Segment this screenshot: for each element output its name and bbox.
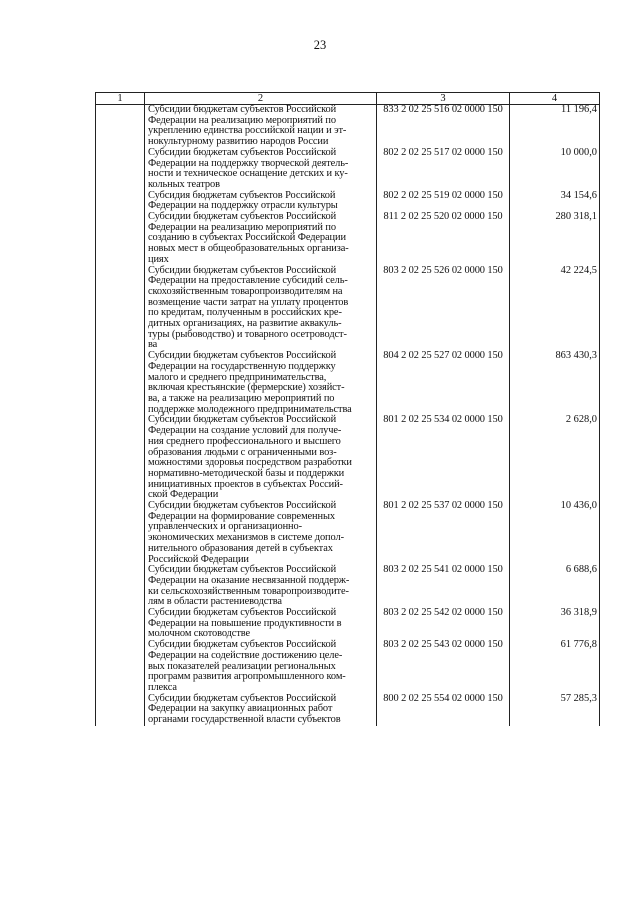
- page-number: 23: [313, 38, 327, 52]
- empty-cell: [96, 640, 145, 694]
- row-code: 811 2 02 25 520 02 0000 150: [377, 212, 510, 266]
- empty-cell: [96, 351, 145, 415]
- table-row: [96, 105, 600, 148]
- row-description: Субсидии бюджетам субъектов Российской Федерации на предоставление субсидий сель- скохозяйственным товаропроизводителям на возмещение части затрат на уплату процентов по кредитам, полученным в российских кре- дитных организациях, на развитие аквакуль- туры (рыбоводство) и товарного осетроводст- ва: [145, 266, 377, 352]
- row-code: 802 2 02 25 517 02 0000 150: [377, 148, 510, 191]
- row-amount: 42 224,5: [510, 266, 600, 352]
- row-description: Субсидия бюджетам субъектов Российской Федерации на поддержку отрасли культуры: [145, 191, 377, 212]
- row-code: 833 2 02 25 516 02 0000 150: [377, 105, 510, 148]
- row-amount: 6 688,6: [510, 565, 600, 608]
- empty-cell: [96, 694, 145, 726]
- empty-cell: [96, 415, 145, 501]
- table-row: [96, 191, 600, 212]
- row-description: Субсидии бюджетам субъектов Российской Федерации на реализацию мероприятий по созданию в субъектах Российской Федерации новых мест в общеобразовательных организа- циях: [145, 212, 377, 266]
- table-row: [96, 501, 600, 565]
- column-header: 1: [96, 93, 145, 105]
- empty-cell: [96, 148, 145, 191]
- row-amount: 2 628,0: [510, 415, 600, 501]
- row-code: 800 2 02 25 554 02 0000 150: [377, 694, 510, 726]
- row-amount: 10 436,0: [510, 501, 600, 565]
- column-header: 4: [510, 93, 600, 105]
- empty-cell: [96, 565, 145, 608]
- row-code: 801 2 02 25 534 02 0000 150: [377, 415, 510, 501]
- row-amount: 61 776,8: [510, 640, 600, 694]
- table-row: [96, 148, 600, 191]
- row-description: Субсидии бюджетам субъектов Российской Федерации на поддержку творческой деятель- ности и техническое оснащение детских и ку- кольных театров: [145, 148, 377, 191]
- table-row: [96, 212, 600, 266]
- table-row: [96, 565, 600, 608]
- row-code: 804 2 02 25 527 02 0000 150: [377, 351, 510, 415]
- table-row: [96, 266, 600, 352]
- table-row: [96, 608, 600, 640]
- row-amount: 863 430,3: [510, 351, 600, 415]
- table-row: [96, 640, 600, 694]
- column-header: 3: [377, 93, 510, 105]
- row-amount: 34 154,6: [510, 191, 600, 212]
- row-description: Субсидии бюджетам субъектов Российской Федерации на государственную поддержку малого и среднего предпринимательства, включая крестьянские (фермерские) хозяйст- ва, а также на реализацию мероприятий по поддержке молодежного предпринимательства: [145, 351, 377, 415]
- row-description: Субсидии бюджетам субъектов Российской Федерации на оказание несвязанной поддерж- ки сельскохозяйственным товаропроизводите- лям в области растениеводства: [145, 565, 377, 608]
- column-header: 2: [145, 93, 377, 105]
- row-code: 803 2 02 25 543 02 0000 150: [377, 640, 510, 694]
- empty-cell: [96, 501, 145, 565]
- row-amount: 57 285,3: [510, 694, 600, 726]
- row-description: Субсидии бюджетам субъектов Российской Федерации на формирование современных управленческих и организационно- экономических механизмов в системе допол- нительного образования детей в субъектах Российской Федерации: [145, 501, 377, 565]
- row-description: Субсидии бюджетам субъектов Российской Федерации на содействие достижению целе- вых показателей реализации региональных программ развития агропромышленного ком- плекса: [145, 640, 377, 694]
- row-code: 801 2 02 25 537 02 0000 150: [377, 501, 510, 565]
- row-description: Субсидии бюджетам субъектов Российской Федерации на повышение продуктивности в молочном скотоводстве: [145, 608, 377, 640]
- empty-cell: [96, 212, 145, 266]
- row-description: Субсидии бюджетам субъектов Российской Федерации на закупку авиационных работ органами государственной власти субъектов: [145, 694, 377, 726]
- row-code: 803 2 02 25 541 02 0000 150: [377, 565, 510, 608]
- empty-cell: [96, 266, 145, 352]
- row-amount: 10 000,0: [510, 148, 600, 191]
- row-code: 803 2 02 25 526 02 0000 150: [377, 266, 510, 352]
- table-header-row: [96, 93, 600, 105]
- table-row: [96, 351, 600, 415]
- row-description: Субсидии бюджетам субъектов Российской Федерации на создание условий для получе- ния среднего профессионального и высшего образования людьми с ограниченными воз- можностями здоровья посредством разработки нормативно-методической базы и поддержки инициативных проектов в субъектах Россий- ской Федерации: [145, 415, 377, 501]
- row-code: 803 2 02 25 542 02 0000 150: [377, 608, 510, 640]
- row-description: Субсидии бюджетам субъектов Российской Федерации на реализацию мероприятий по укреплению единства российской нации и эт- нокультурному развитию народов России: [145, 105, 377, 148]
- empty-cell: [96, 191, 145, 212]
- empty-cell: [96, 608, 145, 640]
- table-row: [96, 415, 600, 501]
- empty-cell: [96, 105, 145, 148]
- row-amount: 36 318,9: [510, 608, 600, 640]
- table-row: [96, 694, 600, 726]
- row-amount: 11 196,4: [510, 105, 600, 148]
- row-code: 802 2 02 25 519 02 0000 150: [377, 191, 510, 212]
- budget-table: [95, 92, 600, 726]
- row-amount: 280 318,1: [510, 212, 600, 266]
